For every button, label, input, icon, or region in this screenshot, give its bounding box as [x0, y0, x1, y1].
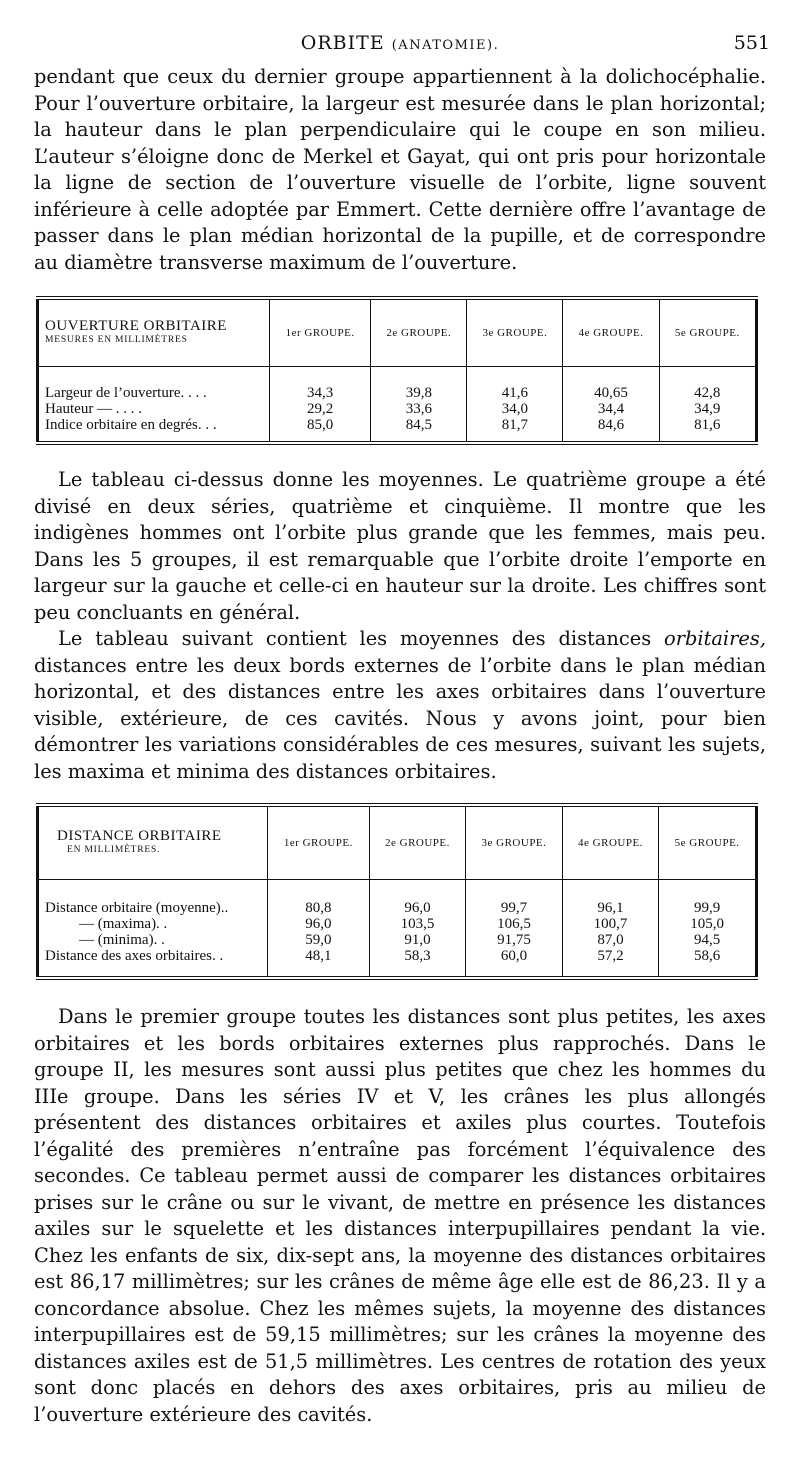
table-row — [38, 880, 757, 917]
cell: 42,8 — [659, 367, 756, 402]
row-label: Hauteur — . . . . — [38, 401, 270, 417]
cell: 99,9 — [659, 880, 757, 917]
cell: 48,1 — [268, 948, 370, 978]
table1-col-1: 1er GROUPE. — [270, 298, 371, 367]
cell: 100,7 — [562, 916, 659, 932]
row-label: Distance des axes orbitaires. . — [38, 948, 268, 978]
paragraph-2: Le tableau ci-dessus donne les moyennes. Le quatrième groupe a été divisé en deux séries, quatrième et cinquième. Il montre que les indigènes hommes ont l’orbite plus grande que les femmes, mais peu. Dans les 5 groupes, il est remarquable que l’orbite droite l’emporte en largeur sur la gauche et celle-ci en hauteur sur la droite. Les chiffres sont peu concluants en général. — [34, 468, 766, 624]
cell: 91,0 — [369, 932, 466, 948]
cell: 33,6 — [371, 401, 467, 417]
table1-title-cell — [38, 298, 270, 367]
paragraph-4: Dans le premier groupe toutes les distances sont plus petites, les axes orbitaires et les bords orbitaires externes plus rapprochés. Dans le groupe II, les mesures sont aussi plus petites que chez les hommes du IIIe groupe. Dans les séries IV et V, les crânes les plus allongés présentent des distances orbitaires et axiles plus courtes. Toutefois l’égalité des premières n’entraîne pas forcément l’équivalence des secondes. Ce tableau permet aussi de comparer les distances orbitaires prises sur le crâne ou sur le vivant, de mettre en présence les distances axiles sur le squelette et les distances interpupillaires pendant la vie. Chez les enfants de six, dix-sept ans, la moyenne des distances orbitaires est 86,17 millimètres; sur les crânes de même âge elle est de 86,23. Il y a concordance absolue. Chez les mêmes sujets, la moyenne des distances interpupillaires est de 59,15 millimètres; sur les crânes la moyenne des distances axiles est de 51,5 millimètres. Les centres de rotation des yeux sont donc placés en dehors des axes orbitaires, pris au milieu de l’ouverture extérieure des cavités. — [34, 1005, 766, 1426]
cell: 85,0 — [270, 417, 371, 443]
cell: 84,5 — [371, 417, 467, 443]
cell: 34,3 — [270, 367, 371, 402]
cell: 81,6 — [659, 417, 756, 443]
cell: 99,7 — [466, 880, 563, 917]
cell: 34,0 — [467, 401, 563, 417]
cell: 105,0 — [659, 916, 757, 932]
cell: 41,6 — [467, 367, 563, 402]
table2-col-3: 3e GROUPE. — [466, 805, 563, 880]
row-label: Indice orbitaire en degrés. . . — [38, 417, 270, 443]
paragraph-3-start: Le tableau suivant contient les moyennes des distances — [58, 627, 665, 650]
table-row — [38, 948, 757, 978]
table2-title-cell — [38, 805, 268, 880]
cell: 58,3 — [369, 948, 466, 978]
table2-col-2: 2e GROUPE. — [369, 805, 466, 880]
table2-subtitle: EN MILLIMÈTRES. — [67, 845, 161, 855]
paragraph-1: pendant que ceux du dernier groupe appartiennent à la dolichocéphalie. Pour l’ouverture orbitaire, la largeur est mesurée dans le plan horizontal; la hauteur dans le plan perpendiculaire qui le coupe en son milieu. L’auteur s’éloigne donc de Merkel et Gayat, qui ont pris pour horizontale la ligne de section de l’ouverture visuelle de l’orbite, ligne souvent inférieure à celle adoptée par Emmert. Cette dernière offre l’avantage de passer dans le plan médian horizontal de la pupille, et de correspondre au diamètre transverse maximum de l’ouverture. — [34, 65, 766, 274]
cell: 96,0 — [268, 916, 370, 932]
cell: 34,4 — [563, 401, 659, 417]
cell: 96,1 — [562, 880, 659, 917]
cell: 34,9 — [659, 401, 756, 417]
running-title-main: ORBITE — [300, 32, 385, 54]
cell: 29,2 — [270, 401, 371, 417]
table1-col-2: 2e GROUPE. — [371, 298, 467, 367]
cell: 59,0 — [268, 932, 370, 948]
row-label: — (minima). . — [38, 932, 268, 948]
paragraph-3 — [34, 626, 766, 785]
table2-col-1: 1er GROUPE. — [268, 805, 370, 880]
cell: 40,65 — [563, 367, 659, 402]
table1-col-4: 4e GROUPE. — [563, 298, 659, 367]
table-ouverture-orbitaire — [34, 296, 766, 445]
cell: 81,7 — [467, 417, 563, 443]
row-label: Distance orbitaire (moyenne).. — [38, 880, 268, 917]
table1-col-3: 3e GROUPE. — [467, 298, 563, 367]
cell: 80,8 — [268, 880, 370, 917]
cell: 94,5 — [659, 932, 757, 948]
running-title-sub: (ANATOMIE). — [391, 38, 500, 53]
table-row — [38, 401, 757, 417]
cell: 84,6 — [563, 417, 659, 443]
cell: 96,0 — [369, 880, 466, 917]
table-row — [38, 932, 757, 948]
table-distance-orbitaire — [34, 803, 766, 980]
table1-title: OUVERTURE ORBITAIRE — [45, 318, 227, 334]
cell: 58,6 — [659, 948, 757, 978]
cell: 39,8 — [371, 367, 467, 402]
cell: 106,5 — [466, 916, 563, 932]
table1-col-5: 5e GROUPE. — [659, 298, 756, 367]
cell: 87,0 — [562, 932, 659, 948]
paragraph-3-end: distances entre les deux bords externes de l’orbite dans le plan médian horizontal, et des distances entre les axes orbitaires dans l’ouverture visible, extérieure, de ces cavités. Nous y avons joint, pour bien démontrer les variations considérables de ces mesures, suivant les sujets, les maxima et minima des distances orbitaires. — [34, 653, 766, 783]
row-label: Largeur de l’ouverture. . . . — [38, 367, 270, 402]
row-label: — (maxima). . — [38, 916, 268, 932]
table-row — [38, 417, 757, 443]
table1-subtitle: MESURES EN MILLIMÈTRES — [45, 335, 188, 345]
cell: 60,0 — [466, 948, 563, 978]
cell: 91,75 — [466, 932, 563, 948]
cell: 103,5 — [369, 916, 466, 932]
running-header — [34, 28, 770, 64]
table-row — [38, 916, 757, 932]
page-number: 551 — [733, 32, 770, 54]
table-row — [38, 367, 757, 402]
table2-col-5: 5e GROUPE. — [659, 805, 757, 880]
table2-col-4: 4e GROUPE. — [562, 805, 659, 880]
book-page — [34, 28, 770, 1428]
cell: 57,2 — [562, 948, 659, 978]
paragraph-3-italic: orbitaires, — [664, 627, 766, 650]
running-title — [34, 32, 766, 54]
table2-title: DISTANCE ORBITAIRE — [57, 828, 222, 844]
